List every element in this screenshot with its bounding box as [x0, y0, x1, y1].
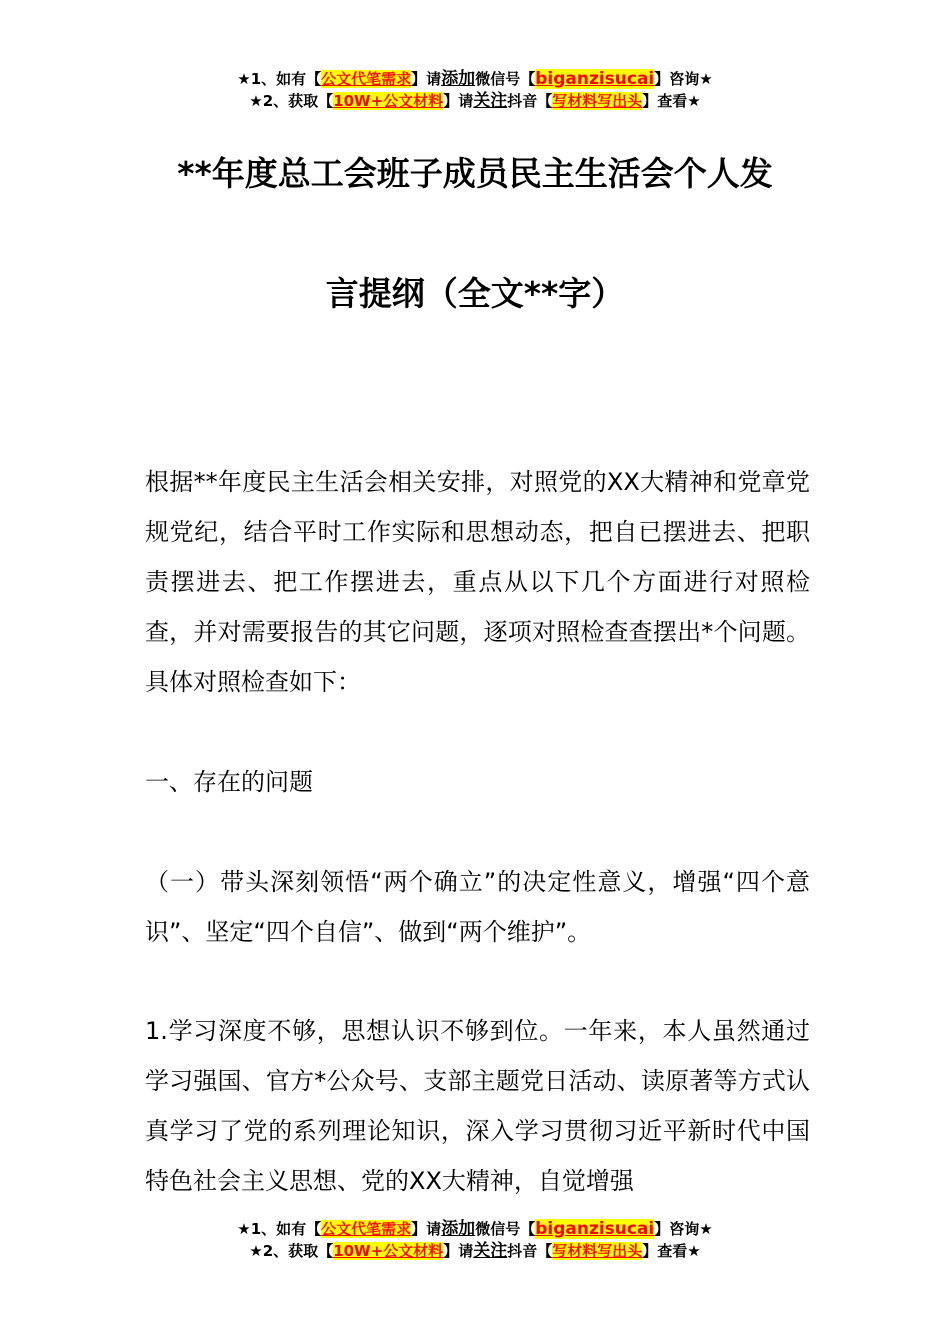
- banner-text: 】咨询★: [654, 1220, 713, 1238]
- banner-line-1: [0, 1218, 950, 1240]
- banner-underline: 添加: [441, 1219, 476, 1239]
- banner-text: 】请: [443, 1242, 474, 1260]
- banner-wechat-id: biganzisucai: [535, 1219, 655, 1239]
- banner-line-2: [0, 90, 950, 112]
- banner-text: 】查看★: [642, 92, 701, 110]
- item-paragraph: 1.学习深度不够，思想认识不够到位。一年来，本人虽然通过学习强国、官方*公众号、支部主题党日活动、读原著等方式认真学习了党的系列理论知识，深入学习贯彻习近平新时代中国特色社会主义思想、党的XX大精神，自觉增强: [145, 1017, 810, 1195]
- subsection-heading: （一）带头深刻领悟“两个确立”的决定性意义，增强“四个意识”、坚定“四个自信”、做到“两个维护”。: [145, 868, 810, 946]
- banner-text: ★1、如有【: [237, 1220, 322, 1238]
- banner-text: 】查看★: [642, 1242, 701, 1260]
- banner-line-2: [0, 1240, 950, 1262]
- banner-text: 抖音【: [507, 1242, 553, 1260]
- banner-text: 】请: [411, 1220, 442, 1238]
- banner-text: ★1、如有【: [237, 70, 322, 88]
- banner-douyin-id: 写材料写出头: [552, 92, 643, 110]
- section-heading: 一、存在的问题: [145, 768, 313, 796]
- banner-text: ★2、获取【: [249, 92, 334, 110]
- header-banner: [0, 68, 950, 112]
- intro-paragraph: 根据**年度民主生活会相关安排，对照党的XX大精神和党章党规党纪，结合平时工作实际和思想动态，把自已摆进去、把职责摆进去、把工作摆进去，重点从以下几个方面进行对照检查，并对需要报告的其它问题，逐项对照检查查摆出*个问题。具体对照检查如下：: [145, 468, 810, 696]
- banner-text: ★2、获取【: [249, 1242, 334, 1260]
- document-title-line-2: 言提纲（全文**字）: [325, 274, 625, 313]
- banner-wechat-id: biganzisucai: [535, 69, 655, 89]
- banner-line-1: [0, 68, 950, 90]
- banner-text: 】请: [411, 70, 442, 88]
- banner-underline: 关注: [473, 1241, 508, 1261]
- banner-text: 】咨询★: [654, 70, 713, 88]
- banner-highlight: 公文代笔需求: [321, 1220, 412, 1238]
- footer-banner: [0, 1218, 950, 1262]
- banner-text: 】请: [443, 92, 474, 110]
- banner-text: 微信号【: [475, 70, 536, 88]
- banner-highlight: 10W+公文材料: [333, 1242, 444, 1260]
- banner-text: 微信号【: [475, 1220, 536, 1238]
- banner-douyin-id: 写材料写出头: [552, 1242, 643, 1260]
- banner-highlight: 10W+公文材料: [333, 92, 444, 110]
- banner-underline: 添加: [441, 69, 476, 89]
- banner-text: 抖音【: [507, 92, 553, 110]
- banner-underline: 关注: [473, 91, 508, 111]
- banner-highlight: 公文代笔需求: [321, 70, 412, 88]
- document-title-line-1: **年度总工会班子成员民主生活会个人发: [177, 154, 773, 193]
